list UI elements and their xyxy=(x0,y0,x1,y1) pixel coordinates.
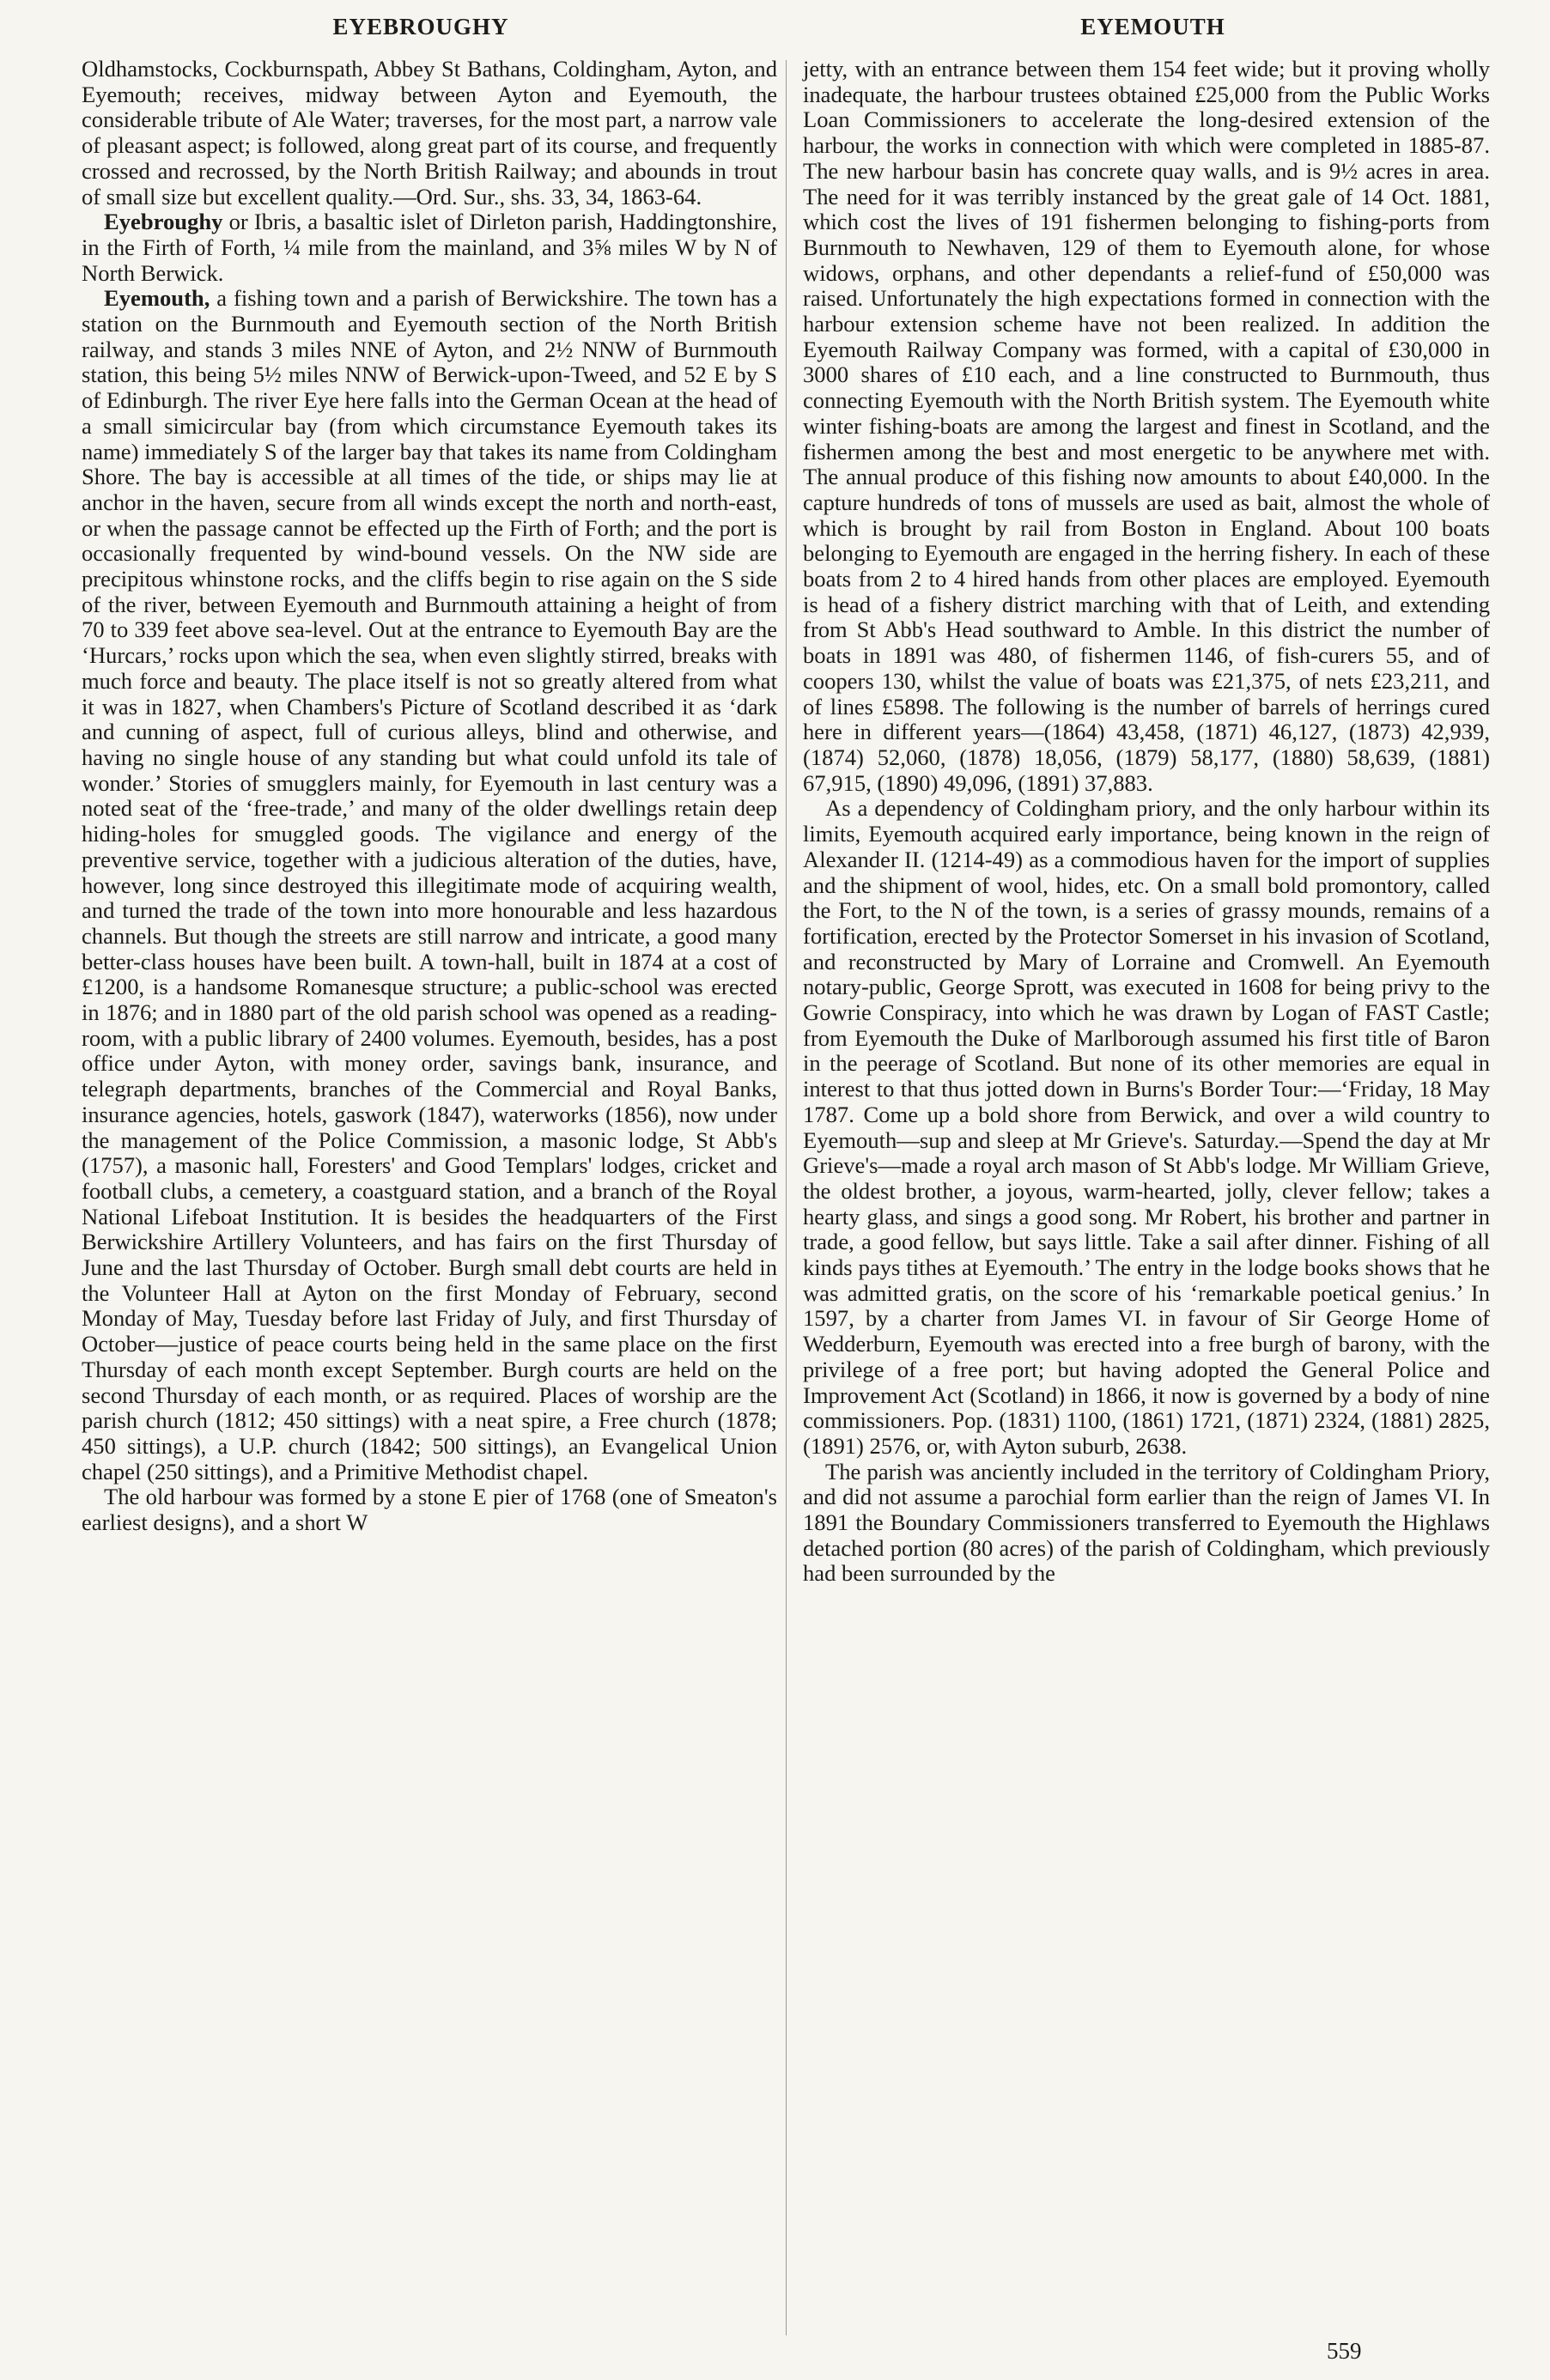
entry-eyebroughy xyxy=(82,209,777,286)
paragraph-parish: The parish was anciently included in the territory of Coldingham Priory, and did not assume a parochial form earlier than the reign of James VI. In 1891 the Boundary Commissioners transferred to Eyemouth the Highlaws detached portion (80 acres) of the parish of Coldingham, which previously had been surrounded by the xyxy=(803,1458,1490,1587)
headword-eyebroughy: Eyebroughy xyxy=(104,209,223,235)
column-divider xyxy=(786,60,787,2335)
paragraph-history: As a dependency of Coldingham priory, and the only harbour within its limits, Eyemouth acquired early importance, being known in the reign of Alexander II. (1214-49) as a commodious haven for the import of supplies and the shipment of wool, hides, etc. On a small bold promontory, called the Fort, to the N of the town, is a series of grassy mounds, remains of a fortification, erected by the Protector Somerset in his invasion of Scotland, and reconstructed by Mary of Lorraine and Cromwell. An Eyemouth notary-public, George Sprott, was executed in 1608 for being privy to the Gowrie Conspiracy, into which he was drawn by Logan of FAST Castle; from Eyemouth the Duke of Marlborough assumed his first title of Baron in the peerage of Scotland. But none of its other memories are equal in interest to that thus jotted down in Burns's Border Tour:—‘Friday, 18 May 1787. Come up a bold shore from Berwick, and over a wild country to Eyemouth—sup and sleep at Mr Grieve's. Saturday.—Spend the day at Mr Grieve's—made a royal arch mason of St Abb's lodge. Mr William Grieve, the oldest brother, a joyous, warm-hearted, jolly, clever fellow; takes a hearty glass, and sings a good song. Mr Robert, his brother and partner in trade, a good fellow, but says little. Take a sail after dinner. Fishing of all kinds pays tithes at Eyemouth.’ The entry in the lodge books shows that he was admitted gratis, on the score of his ‘remarkable poetical genius.’ In 1597, by a charter from James VI. in favour of Sir George Home of Wedderburn, Eyemouth was erected into a free burgh of barony, with the privilege of a free port; but having adopted the General Police and Improvement Act (Scotland) in 1866, it now is governed by a body of nine commissioners. Pop. (1831) 1100, (1861) 1721, (1871) 2324, (1881) 2825, (1891) 2576, or, with Ayton suburb, 2638. xyxy=(803,795,1490,1459)
entry-eyebroughy-text: or Ibris, a basaltic islet of Dirleton parish, Haddingtonshire, in the Firth of Forth, ¼ mile from the mainland, and 3⅝ miles W by N of North Berwick. xyxy=(82,209,777,286)
right-running-head: EYEMOUTH xyxy=(1080,14,1225,39)
page-number: 559 xyxy=(1327,2338,1362,2364)
paragraph-eye-water-continued: Oldhamstocks, Cockburnspath, Abbey St Bathans, Coldingham, Ayton, and Eyemouth; receives, midway between Ayton and Eyemouth, the considerable tribute of Ale Water; traverses, for the most part, a narrow vale of pleasant aspect; is followed, along great part of its course, and frequently crossed and recrossed, by the North British Railway; and abounds in trout of small size but excellent quality.—Ord. Sur., shs. 33, 34, 1863-64. xyxy=(82,56,777,209)
entry-eyemouth-text: a fishing town and a parish of Berwickshire. The town has a station on the Burnmouth and Eyemouth section of the North British railway, and stands 3 miles NNE of Ayton, and 2½ NNW of Burnmouth station, this being 5½ miles NNW of Berwick-upon-Tweed, and 52 E by S of Edinburgh. The river Eye here falls into the German Ocean at the head of a small simicircular bay (from which circumstance Eyemouth takes its name) immediately S of the larger bay that takes its name from Coldingham Shore. The bay is accessible at all times of the tide, or ships may lie at anchor in the haven, secure from all winds except the north and north-east, or when the passage cannot be effected up the Firth of Forth; and the port is occasionally frequented by wind-bound vessels. On the NW side are precipitous whinstone rocks, and the cliffs begin to rise again on the S side of the river, between Eyemouth and Burnmouth attaining a height of from 70 to 339 feet above sea-level. Out at the entrance to Eyemouth Bay are the ‘Hurcars,’ rocks upon which the sea, when even slightly stirred, breaks with much force and beauty. The place itself is not so greatly altered from what it was in 1827, when Chambers's Picture of Scotland described it as ‘dark and cunning of aspect, full of curious alleys, blind and otherwise, and having no single house of any standing but what could unfold its tale of wonder.’ Stories of smugglers mainly, for Eyemouth in last century was a noted seat of the ‘free-trade,’ and many of the older dwellings retain deep hiding-holes for smuggled goods. The vigilance and energy of the preventive service, together with a judicious alteration of the duties, have, however, long since destroyed this illegitimate mode of acquiring wealth, and turned the trade of the town into more honourable and less hazardous channels. But though the streets are still narrow and intricate, a good many better-class houses have been built. A town-hall, built in 1874 at a cost of £1200, is a handsome Romanesque structure; a public-school was erected in 1876; and in 1880 part of the old parish school was opened as a reading-room, with a public library of 2400 volumes. Eyemouth, besides, has a post office under Ayton, with money order, savings bank, insurance, and telegraph departments, branches of the Commercial and Royal Banks, insurance agencies, hotels, gaswork (1847), waterworks (1856), now under the management of the Police Commission, a masonic lodge, St Abb's (1757), a masonic hall, Foresters' and Good Templars' lodges, cricket and football clubs, a cemetery, a coastguard station, and a branch of the Royal National Lifeboat Institution. It is besides the headquarters of the First Berwickshire Artillery Volunteers, and has fairs on the first Thursday of June and the last Thursday of October. Burgh small debt courts are held in the Volunteer Hall at Ayton on the first Monday of February, second Monday of May, Tuesday before last Friday of July, and first Thursday of October—justice of peace courts being held in the same place on the first Thursday of each month except September. Burgh courts are held on the second Thursday of each month, or as required. Places of worship are the parish church (1812; 450 sittings) with a neat spire, a Free church (1878; 450 sittings), a U.P. church (1842; 500 sittings), an Evangelical Union chapel (250 sittings), and a Primitive Methodist chapel. xyxy=(82,285,777,1484)
headword-eyemouth: Eyemouth, xyxy=(104,285,210,312)
left-column xyxy=(82,57,777,1536)
paragraph-harbour-continued: jetty, with an entrance between them 154 feet wide; but it proving wholly inadequate, the harbour trustees obtained £25,000 from the Public Works Loan Commissioners to accelerate the long-desired extension of the harbour, the works in connection with which were completed in 1885-87. The new harbour basin has concrete quay walls, and is 9½ acres in area. The need for it was terribly instanced by the great gale of 14 Oct. 1881, which cost the lives of 191 fishermen belonging to fishing-ports from Burnmouth to Newhaven, 129 of them to Eyemouth alone, for whose widows, orphans, and other dependants a relief-fund of £50,000 was raised. Unfortunately the high expectations formed in connection with the harbour extension scheme have not been realized. In addition the Eyemouth Railway Company was formed, with a capital of £30,000 in 3000 shares of £10 each, and a line constructed to Burnmouth, thus connecting Eyemouth with the North British system. The Eyemouth white winter fishing-boats are among the largest and finest in Scotland, and the fishermen among the best and most energetic to be anywhere met with. The annual produce of this fishing now amounts to about £40,000. In the capture hundreds of tons of mussels are used as bait, almost the whole of which is brought by rail from Boston in England. About 100 boats belonging to Eyemouth are engaged in the herring fishery. In each of these boats from 2 to 4 hired hands from other places are employed. Eyemouth is head of a fishery district marching with that of Leith, and extending from St Abb's Head southward to Amble. In this district the number of boats in 1891 was 480, of fishermen 1146, of fish-curers 55, and of coopers 130, whilst the value of boats was £21,375, of nets £23,211, and of lines £5898. The following is the number of barrels of herrings cured here in different years—(1864) 43,458, (1871) 46,127, (1873) 42,939, (1874) 52,060, (1878) 18,056, (1879) 58,177, (1880) 58,639, (1881) 67,915, (1890) 49,096, (1891) 37,883. xyxy=(803,56,1490,796)
entry-eyemouth xyxy=(82,286,777,1484)
paragraph-old-harbour: The old harbour was formed by a stone E pier of 1768 (one of Smeaton's earliest designs), and a short W xyxy=(82,1484,777,1536)
left-running-head: EYEBROUGHY xyxy=(332,14,509,39)
right-column xyxy=(803,57,1490,1587)
